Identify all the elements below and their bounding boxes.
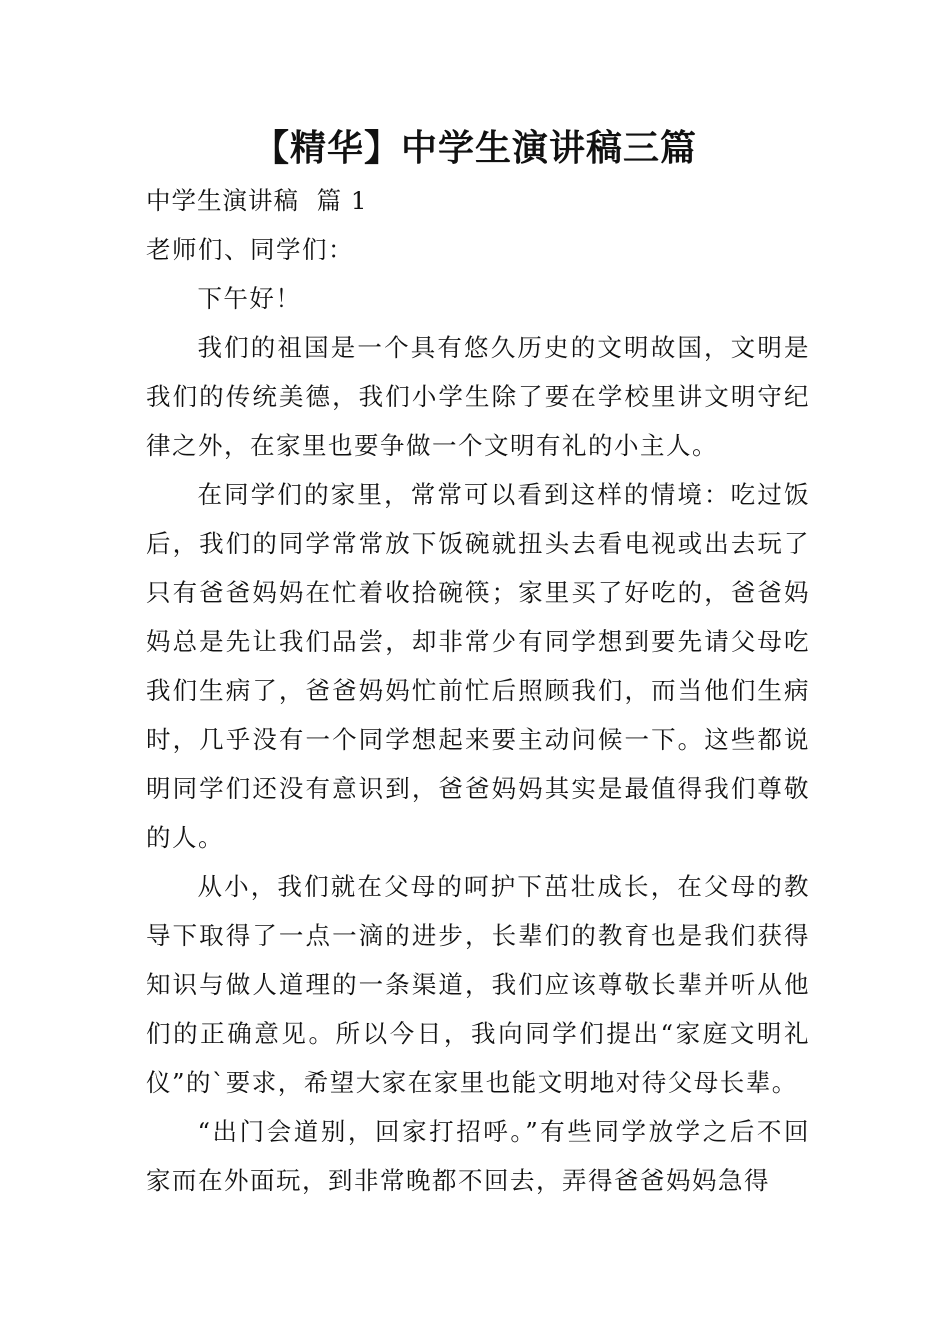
greeting: 下午好！	[197, 284, 302, 313]
paragraph-1: 我们的祖国是一个具有悠久历史的文明故国，文明是我们的传统美德，我们小学生除了要在学校里讲文明守纪律之外，在家里也要争做一个文明有礼的小主人。	[146, 333, 810, 460]
paragraph-3: 从小，我们就在父母的呵护下茁壮成长，在父母的教导下取得了一点一滴的进步，长辈们的教育也是我们获得知识与做人道理的一条渠道，我们应该尊敬长辈并听从他们的正确意见。所以今日，我向同学们提出“家庭文明礼仪”的`要求，希望大家在家里也能文明地对待父母长辈。	[146, 872, 810, 1097]
document-title: 【精华】中学生演讲稿三篇	[252, 128, 697, 169]
paragraph-2: 在同学们的家里，常常可以看到这样的情境：吃过饭后，我们的同学常常放下饭碗就扭头去看电视或出去玩了只有爸爸妈妈在忙着收拾碗筷；家里买了好吃的，爸爸妈妈总是先让我们品尝，却非常少有同学想到要先请父母吃我们生病了，爸爸妈妈忙前忙后照顾我们，而当他们生病时，几乎没有一个同学想起来要主动问候一下。这些都说明同学们还没有意识到，爸爸妈妈其实是最值得我们尊敬的人。	[146, 480, 810, 852]
paragraph-4: “出门会道别，回家打招呼。”有些同学放学之后不回家而在外面玩，到非常晚都不回去，弄得爸爸妈妈急得	[146, 1117, 810, 1195]
section-heading: 中学生演讲稿 篇 1	[146, 186, 368, 215]
document-body	[146, 176, 810, 1205]
salutation: 老师们、同学们：	[146, 235, 354, 264]
